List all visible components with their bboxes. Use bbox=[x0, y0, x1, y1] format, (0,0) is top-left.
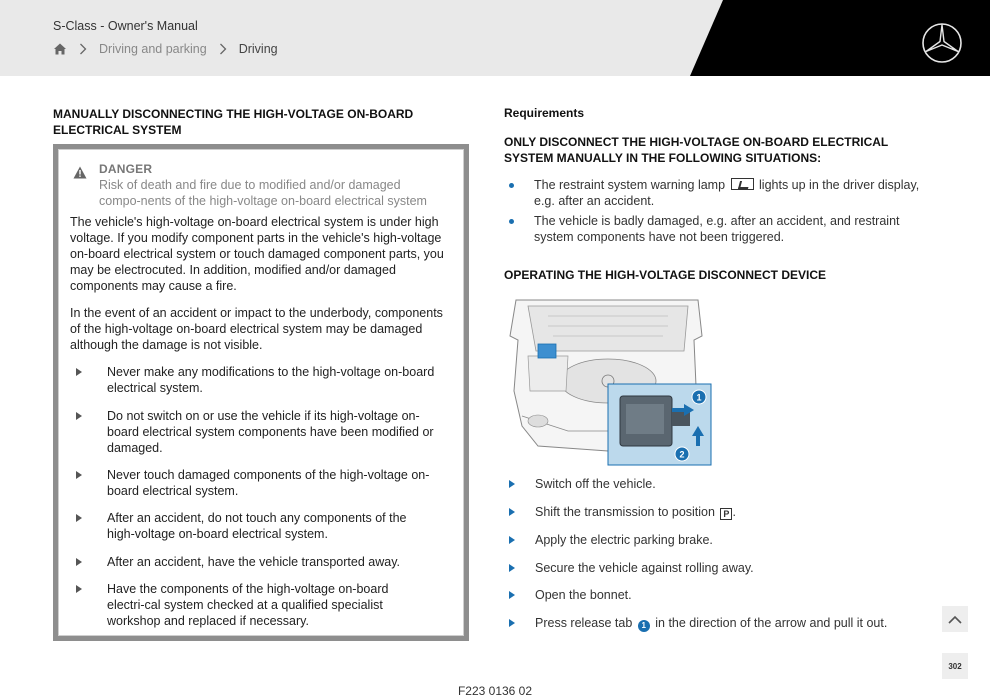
breadcrumb-driving: Driving bbox=[238, 42, 278, 56]
step-arrow-icon bbox=[509, 508, 515, 516]
step-arrow-icon bbox=[509, 619, 515, 627]
danger-paragraph-1: The vehicle's high-voltage on-board electrical system is under high voltage. If you modify component parts in the vehicle's high-voltage on-board electrical system or touch damaged component parts, you may be electrocuted. In addition, modified and/or damaged components may cause a fire. bbox=[70, 215, 444, 293]
section-title-operating-device: OPERATING THE HIGH-VOLTAGE DISCONNECT DEVICE bbox=[504, 268, 827, 282]
danger-paragraph-2: In the event of an accident or impact to the underbody, components of the high-voltage on-board electrical system may be damaged although the damage is not visible. bbox=[70, 306, 443, 352]
danger-subtitle: Risk of death and fire due to modified and/or damaged compo-nents of the high-voltage on-board electrical system bbox=[99, 178, 427, 208]
step-arrow-icon bbox=[509, 480, 515, 488]
page-header bbox=[0, 0, 990, 76]
engine-bay-illustration bbox=[508, 296, 712, 466]
breadcrumb-driving-and-parking[interactable]: Driving and parking bbox=[99, 42, 207, 56]
bullet-arrow-icon bbox=[76, 558, 82, 566]
page-number-badge: 302 bbox=[942, 653, 968, 679]
requirements-heading: ONLY DISCONNECT THE HIGH-VOLTAGE ON-BOARD ELECTRICAL SYSTEM MANUALLY IN THE FOLLOWING SITUATIONS: bbox=[504, 135, 889, 165]
requirements-title: Requirements bbox=[504, 106, 585, 120]
bullet-arrow-icon bbox=[76, 514, 82, 522]
callout-1: 1 bbox=[696, 392, 702, 403]
bullet-arrow-icon bbox=[76, 585, 82, 593]
bullet-arrow-icon bbox=[76, 368, 82, 376]
chevron-up-icon bbox=[948, 615, 962, 624]
chevron-right-icon bbox=[212, 43, 234, 55]
step-arrow-icon bbox=[509, 536, 515, 544]
danger-box: DANGER Risk of death and fire due to modified and/or damaged compo-nents of the high-voltage on-board electrical system The vehicle's high-voltage on-board electrical system is under high voltage. If you modify component parts in the vehicle's high-voltage on-board electrical system or touch damaged component parts, you may be electrocuted. In addition, modified and/or damaged components may cause a fire. In the event of an accident or impact to the underbody, components of the high-voltage on-board electrical system may be damaged although the damage is not visible. Never make any modifications to the high-voltage on-board electrical system. Do not switch on or use the vehicle if its high-voltage on-board electrical system components have been modified or damaged. Never touch damaged components of the high-voltage on-board electrical system. After an accident, do not touch any components of the high-voltage on-board electrical system. After an accident, have the vehicle transported away. Have the components of the high-voltage on-board electri-cal system checked at a qualified specialist workshop and replaced if necessary. bbox=[53, 144, 469, 641]
scroll-to-top-button[interactable] bbox=[942, 606, 968, 632]
restraint-system-warning-lamp-icon bbox=[731, 178, 754, 190]
breadcrumb bbox=[53, 42, 278, 56]
mercedes-star-logo bbox=[921, 22, 963, 64]
bullet-dot-icon bbox=[509, 183, 514, 188]
step-arrow-icon bbox=[509, 591, 515, 599]
park-position-p-icon: P bbox=[720, 508, 732, 520]
bullet-arrow-icon bbox=[76, 412, 82, 420]
figure-code: F223 0136 02 bbox=[457, 684, 533, 698]
section-title-manual-disconnect: MANUALLY DISCONNECTING THE HIGH-VOLTAGE ON-BOARD ELECTRICAL SYSTEM bbox=[53, 107, 414, 137]
home-icon[interactable] bbox=[53, 42, 67, 56]
bullet-dot-icon bbox=[509, 219, 514, 224]
warning-triangle-icon bbox=[73, 166, 87, 179]
danger-label: DANGER bbox=[99, 162, 153, 176]
step-arrow-icon bbox=[509, 564, 515, 572]
app-title: S-Class - Owner's Manual bbox=[53, 19, 198, 33]
bullet-arrow-icon bbox=[76, 471, 82, 479]
callout-1-icon: 1 bbox=[638, 620, 650, 632]
callout-2: 2 bbox=[679, 449, 685, 460]
chevron-right-icon bbox=[72, 43, 94, 55]
